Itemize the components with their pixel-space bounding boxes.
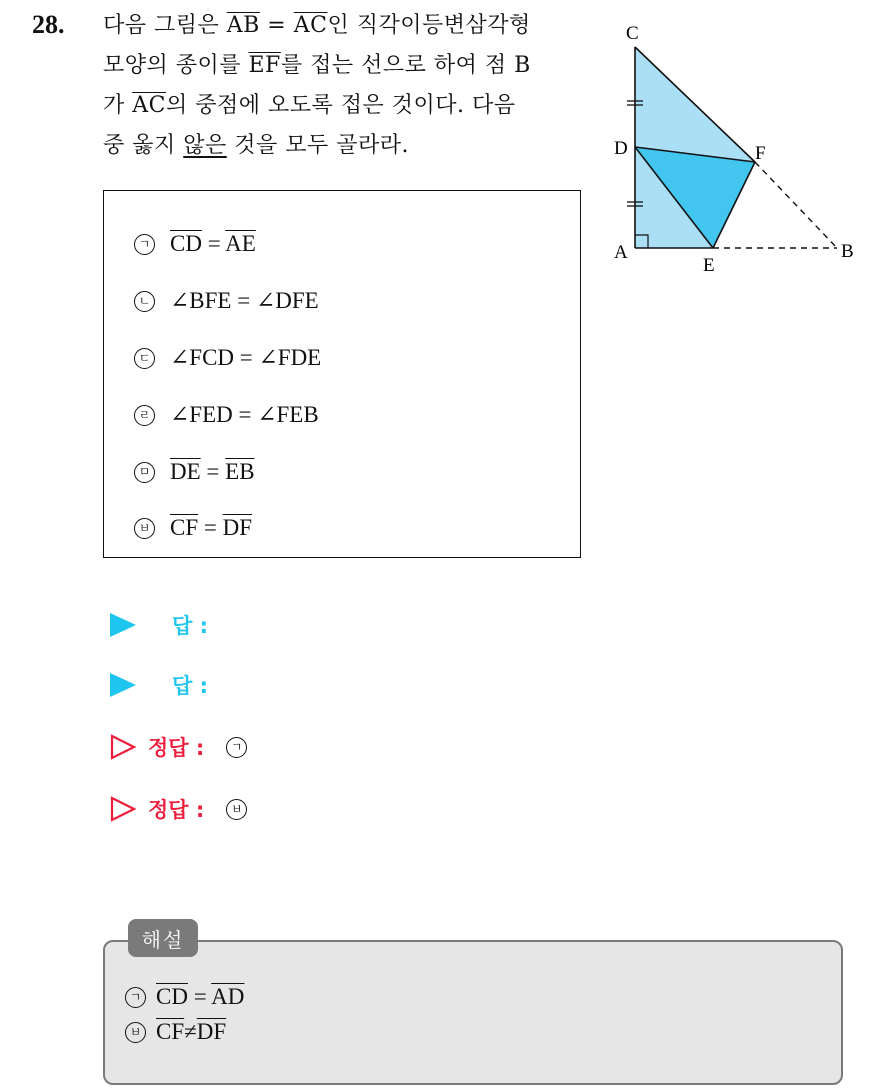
- choices-box: [103, 190, 581, 558]
- choice-marker: ㅁ: [134, 462, 155, 483]
- correct-answer-1: [110, 729, 247, 765]
- question-text: [103, 6, 593, 166]
- choice-4: ㄹ ∠FED = ∠FEB: [134, 395, 319, 435]
- choice-6: ㅂ $\overline{CF} = \overline{DF}$: [134, 508, 252, 548]
- correct-answer-label: 정답 :: [148, 798, 205, 822]
- question-line-2: 모양의 종이를 $\overline{EF}$를 접는 선으로 하여 점 B: [103, 53, 531, 78]
- point-label-a: A: [614, 242, 628, 263]
- outline-triangle-icon: [110, 734, 136, 760]
- folded-triangle-figure: [605, 18, 865, 278]
- explanation-marker: ㅂ: [125, 1022, 146, 1043]
- correct-answer-marker: ㅂ: [226, 799, 247, 820]
- point-label-b: B: [841, 241, 854, 262]
- answer-blank-2: [110, 667, 208, 703]
- choice-marker: ㄷ: [134, 348, 155, 369]
- segment-ef: $\overline{EF}$: [248, 53, 281, 78]
- play-triangle-icon: [110, 673, 136, 697]
- segment-ac: $\overline{AC}$: [293, 13, 328, 38]
- point-label-d: D: [614, 138, 628, 159]
- choice-3: ㄷ ∠FCD = ∠FDE: [134, 338, 321, 378]
- choice-marker: ㄹ: [134, 405, 155, 426]
- choice-2: ㄴ ∠BFE = ∠DFE: [134, 281, 319, 321]
- dashed-fb: [755, 162, 837, 248]
- correct-answer-marker: ㄱ: [226, 737, 247, 758]
- choice-1: ㄱ $\overline{CD} = \overline{AE}$: [134, 224, 256, 264]
- point-label-c: C: [626, 23, 639, 44]
- explanation-tab: 해설: [128, 919, 198, 957]
- choice-marker: ㅂ: [134, 518, 155, 539]
- choice-5: ㅁ $\overline{DE} = \overline{EB}$: [134, 452, 255, 492]
- point-label-e: E: [703, 255, 715, 276]
- correct-answer-label: 정답 :: [148, 736, 205, 760]
- outline-triangle-icon: [110, 796, 136, 822]
- segment-ac-2: $\overline{AC}$: [132, 93, 166, 118]
- question-line-1: 다음 그림은 $\overline{AB} = \overline{AC}$인 직각이등변삼각형: [103, 13, 531, 38]
- explanation-line-2: ㅂ $\overline{CF}\ne\overline{DF}$: [125, 1015, 226, 1049]
- question-number: 28.: [32, 10, 65, 39]
- choice-marker: ㄱ: [134, 234, 155, 255]
- underlined-not: 않은: [183, 133, 227, 158]
- answer-blank-1: [110, 607, 208, 643]
- answer-label: 답 :: [172, 674, 208, 698]
- play-triangle-icon: [110, 613, 136, 637]
- explanation-marker: ㄱ: [125, 987, 146, 1008]
- answer-label: 답 :: [172, 614, 208, 638]
- question-line-4: 중 옳지 않은 것을 모두 골라라.: [103, 133, 410, 158]
- question-line-3: 가 $\overline{AC}$의 중점에 오도록 접은 것이다. 다음: [103, 93, 516, 118]
- correct-answer-2: [110, 791, 247, 827]
- choice-marker: ㄴ: [134, 291, 155, 312]
- point-label-f: F: [755, 143, 766, 164]
- segment-ab: $\overline{AB}$: [226, 13, 260, 38]
- explanation-line-1: ㄱ $\overline{CD} = \overline{AD}$: [125, 980, 244, 1014]
